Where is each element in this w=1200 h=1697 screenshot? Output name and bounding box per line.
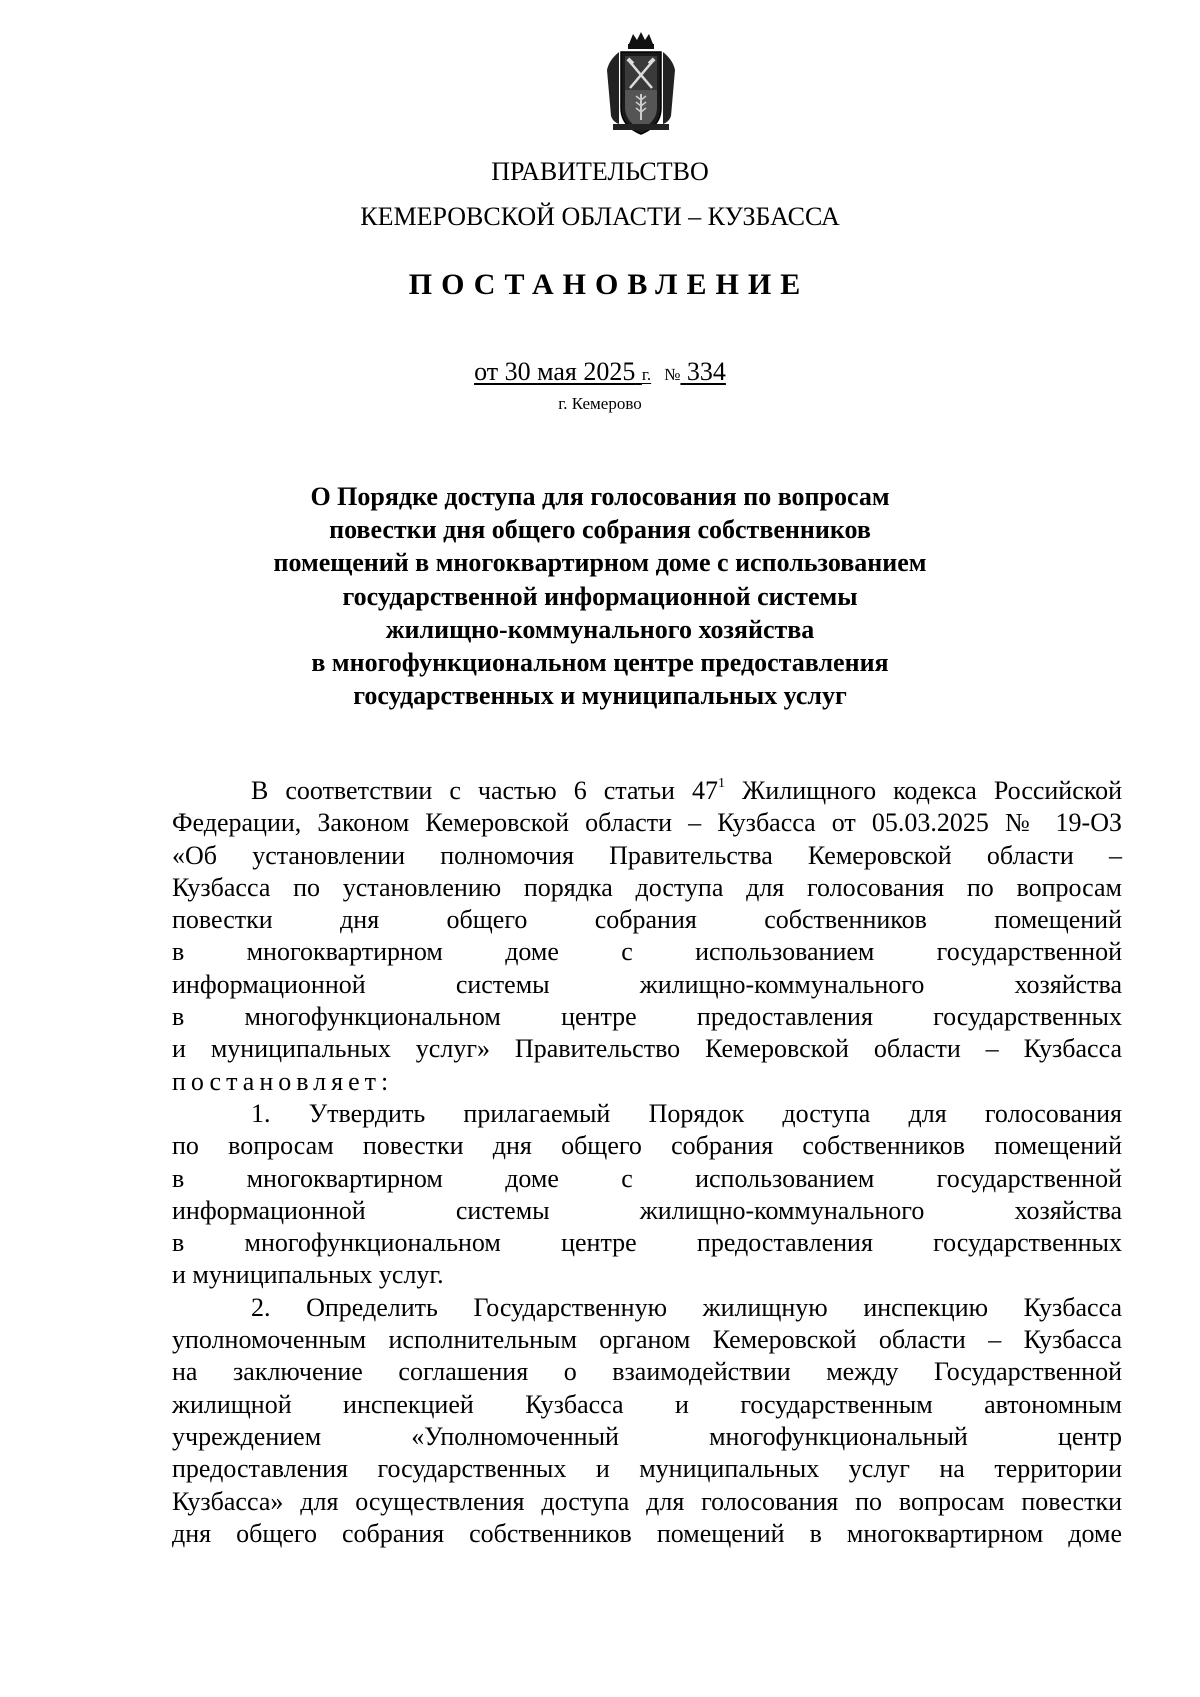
item2-line: предоставления государственных и муниципальных услуг на территории [172,1454,1122,1484]
article-superscript: 1 [718,776,725,791]
item2-line: на заключение соглашения о взаимодействии между Государственной [172,1357,1122,1387]
heading-line: государственной информационной системы [342,581,858,611]
body-line: в многофункциональном центре предоставления государственных [172,1002,1122,1032]
heading-line: государственных и муниципальных услуг [353,681,847,711]
document-type: ПОСТАНОВЛЕНИЕ [408,268,810,301]
heading-line: О Порядке доступа для голосования по вопросам [310,482,890,511]
item2-line: учреждением «Уполномоченный многофункциональный центр [172,1421,1122,1451]
body-text: В соответствии с частью 6 статьи 47 [251,776,718,805]
year-suffix: г. [641,365,652,384]
body-line: «Об установлении полномочия Правительства Кемеровской области – [172,840,1122,870]
heading-line: повестки дня общего собрания собственников [329,515,871,545]
body-line: Федерации, Законом Кемеровской области – Кузбасса от 05.03.2025 № 19-ОЗ [172,808,1122,838]
body-text: Жилищного кодекса Российской [725,776,1122,805]
item1-line: в многоквартирном доме с использованием государственной [172,1163,1122,1193]
org-name-line1: ПРАВИТЕЛЬСТВО [491,157,709,186]
document-body [172,775,1122,1550]
item2-line: Кузбасса» для осуществления доступа для голосования по вопросам повестки [172,1486,1122,1516]
document-city: г. Кемерово [558,394,642,413]
body-line: информационной системы жилищно-коммунального хозяйства [172,969,1122,999]
body-line: Кузбасса по установлению порядка доступа для голосования по вопросам [172,872,1122,902]
item2-line: дня общего собрания собственников помещений в многоквартирном доме [172,1518,1122,1548]
item2-line: 2. Определить Государственную жилищную инспекцию Кузбасса [251,1292,1122,1322]
heading-line: помещений в многоквартирном доме с использованием [273,548,927,578]
item2-line: уполномоченным исполнительным органом Кемеровской области – Кузбасса [172,1325,1122,1355]
org-name-line2: КЕМЕРОВСКОЙ ОБЛАСТИ – КУЗБАССА [360,202,840,231]
item1-line-last: и муниципальных услуг. [172,1260,444,1290]
heading-line: в многофункциональном центре предоставления [311,648,889,678]
date-number-line [0,357,1200,387]
heading-line: жилищно-коммунального хозяйства [385,614,815,644]
body-line: и муниципальных услуг» Правительство Кемеровской области – Кузбасса [172,1034,1122,1064]
coat-of-arms-icon [599,30,683,138]
item1-line: 1. Утвердить прилагаемый Порядок доступа для голосования [251,1098,1122,1128]
item1-line: в многофункциональном центре предоставления государственных [172,1228,1122,1258]
document-heading [0,480,1200,712]
resolves-word: постановляет: [172,1066,394,1096]
body-line: повестки дня общего собрания собственников помещений [172,905,1122,935]
body-line: в многоквартирном доме с использованием государственной [172,937,1122,967]
item1-line: информационной системы жилищно-коммунального хозяйства [172,1195,1122,1225]
number-sign: № [664,365,681,384]
item1-line: по вопросам повестки дня общего собрания собственников помещений [172,1131,1122,1161]
item2-line: жилищной инспекцией Кузбасса и государственным автономным [172,1389,1122,1419]
document-date: от 30 мая 2025 [474,357,636,386]
body-line-first [172,775,1122,807]
document-number: 334 [686,357,726,386]
